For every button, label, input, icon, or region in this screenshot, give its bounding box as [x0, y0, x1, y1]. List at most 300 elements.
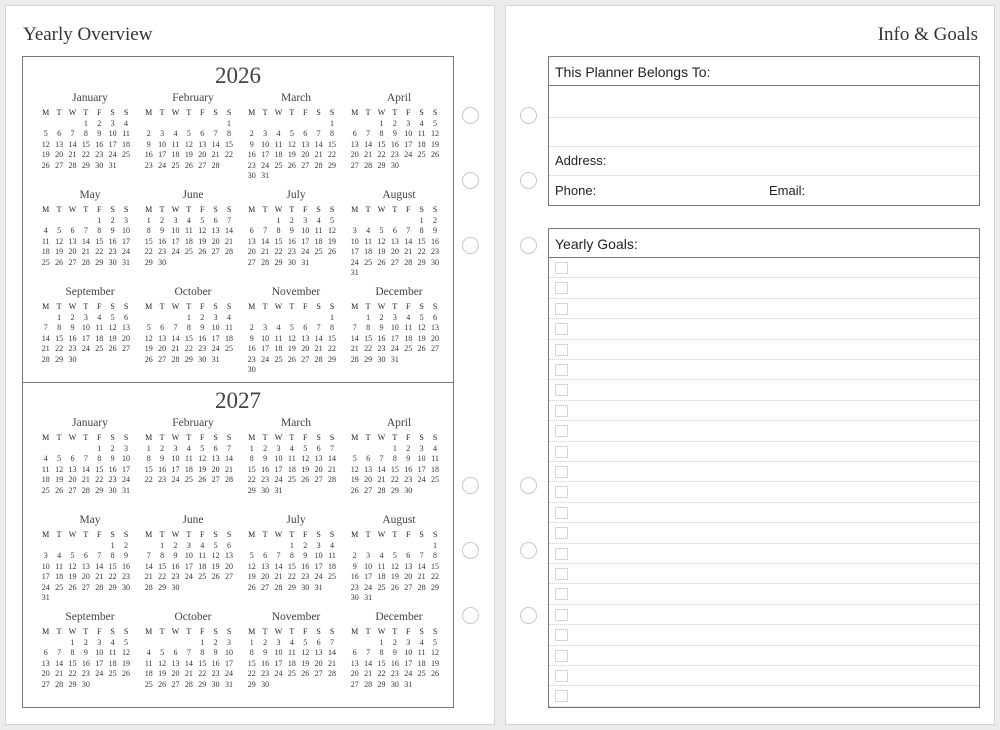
day-number: 1	[276, 215, 281, 225]
day-number: 29	[184, 354, 193, 364]
empty-day-cell	[415, 161, 428, 172]
weekday-header: W	[274, 205, 283, 214]
month-calendar	[245, 187, 347, 268]
day-number: 17	[211, 333, 220, 343]
goal-row[interactable]	[549, 482, 979, 502]
day-number: 26	[350, 485, 359, 495]
empty-day-cell	[79, 541, 92, 552]
day-number: 15	[225, 139, 234, 149]
day-number: 4	[419, 118, 424, 128]
goal-row[interactable]	[549, 380, 979, 400]
goal-row[interactable]	[549, 605, 979, 625]
phone-email-line[interactable]	[549, 175, 979, 176]
day-number: 24	[108, 150, 117, 159]
day-number: 23	[158, 247, 167, 256]
binder-hole-icon	[462, 607, 479, 624]
day-number: 28	[95, 582, 104, 592]
day-number: 23	[198, 344, 207, 353]
day-number: 5	[43, 129, 48, 138]
week-row	[142, 247, 244, 258]
day-number: 28	[171, 354, 180, 364]
checkbox-icon[interactable]	[555, 568, 568, 580]
day-number: 28	[328, 475, 337, 484]
day-number: 10	[350, 236, 359, 246]
weekday-header: S	[316, 108, 321, 117]
day-number: 17	[390, 333, 399, 343]
year-title: 2026	[215, 63, 261, 88]
day-number: 10	[41, 561, 50, 571]
binder-hole-icon	[462, 172, 479, 189]
empty-day-cell	[182, 583, 195, 594]
day-number: 15	[144, 464, 153, 474]
checkbox-icon[interactable]	[555, 609, 568, 621]
day-number: 25	[274, 354, 283, 364]
goal-row[interactable]	[549, 278, 979, 298]
goal-row[interactable]	[549, 360, 979, 380]
empty-day-cell	[66, 593, 79, 604]
day-number: 17	[404, 658, 413, 668]
empty-day-cell	[348, 216, 361, 227]
day-number: 9	[433, 226, 438, 235]
day-number: 5	[289, 129, 294, 138]
day-number: 22	[328, 150, 337, 159]
day-number: 18	[328, 561, 337, 571]
week-row	[39, 638, 141, 649]
empty-day-cell	[348, 541, 361, 552]
weekday-header-row	[245, 433, 347, 444]
day-number: 12	[247, 561, 256, 571]
day-number: 5	[249, 551, 254, 560]
day-number: 9	[263, 454, 268, 463]
day-number: 30	[350, 593, 359, 602]
checkbox-icon[interactable]	[555, 507, 568, 519]
checkbox-icon[interactable]	[555, 425, 568, 437]
weekday-header-row	[39, 302, 141, 313]
empty-day-cell	[39, 216, 52, 227]
week-row	[245, 355, 347, 366]
empty-day-cell	[182, 119, 195, 130]
day-number: 20	[198, 150, 207, 159]
empty-day-cell	[285, 486, 298, 497]
day-number: 17	[171, 236, 180, 246]
day-number: 11	[364, 236, 372, 246]
empty-day-cell	[79, 444, 92, 455]
goal-row[interactable]	[549, 646, 979, 666]
weekday-header: S	[432, 627, 438, 636]
day-number: 19	[287, 150, 296, 159]
day-number: 14	[328, 648, 337, 657]
checkbox-icon[interactable]	[555, 303, 568, 315]
weekday-header: W	[377, 302, 386, 311]
day-number: 25	[95, 344, 104, 353]
day-number: 21	[81, 475, 90, 484]
day-number: 4	[419, 637, 424, 647]
empty-day-cell	[361, 444, 374, 455]
week-row	[142, 475, 244, 486]
day-number: 16	[81, 658, 90, 668]
month-calendar	[348, 187, 450, 279]
week-row	[348, 268, 450, 279]
email-label: Email:	[769, 183, 806, 198]
day-number: 29	[377, 160, 386, 170]
empty-day-cell	[415, 268, 428, 279]
day-number: 22	[108, 572, 117, 581]
day-number: 11	[185, 226, 193, 235]
binder-hole-icon	[462, 477, 479, 494]
weekday-header-row	[245, 302, 347, 313]
checkbox-icon[interactable]	[555, 364, 568, 376]
day-number: 3	[263, 323, 268, 332]
left-planner-page	[5, 5, 495, 725]
weekday-header: T	[262, 108, 268, 117]
checkbox-icon[interactable]	[555, 690, 568, 702]
day-number: 10	[364, 561, 373, 571]
day-number: 1	[57, 312, 62, 322]
day-number: 13	[431, 323, 440, 332]
day-number: 26	[287, 160, 296, 170]
empty-day-cell	[66, 444, 79, 455]
day-number: 24	[158, 160, 167, 170]
weekday-header: S	[432, 205, 438, 214]
weekday-header: W	[171, 205, 180, 214]
day-number: 24	[314, 572, 323, 581]
day-number: 2	[406, 443, 411, 453]
day-number: 21	[41, 344, 50, 353]
day-number: 28	[364, 160, 373, 170]
day-number: 14	[274, 561, 283, 571]
checkbox-icon[interactable]	[555, 323, 568, 335]
day-number: 2	[110, 443, 115, 453]
day-number: 24	[350, 257, 359, 267]
checkbox-icon[interactable]	[555, 282, 568, 294]
day-number: 20	[247, 247, 256, 256]
week-row	[142, 444, 244, 455]
empty-day-cell	[52, 444, 65, 455]
day-number: 25	[287, 669, 296, 678]
day-number: 31	[314, 582, 323, 592]
week-row	[142, 323, 244, 334]
day-number: 26	[301, 475, 310, 484]
empty-day-cell	[312, 365, 325, 376]
day-number: 1	[419, 215, 424, 225]
month-name: August	[382, 514, 416, 526]
day-number: 23	[377, 344, 386, 353]
day-number: 9	[160, 454, 165, 463]
day-number: 18	[417, 139, 426, 149]
weekday-header: S	[316, 205, 321, 214]
day-number: 8	[276, 226, 281, 235]
goal-row[interactable]	[549, 442, 979, 462]
month-calendar	[348, 415, 450, 496]
weekday-header: F	[200, 627, 205, 636]
day-number: 19	[328, 236, 337, 246]
day-number: 17	[122, 464, 131, 474]
week-row	[142, 129, 244, 140]
week-row	[348, 313, 450, 324]
day-number: 1	[330, 118, 335, 128]
weekday-header: M	[351, 108, 359, 117]
day-number: 14	[68, 139, 77, 149]
day-number: 31	[404, 679, 413, 689]
weekday-header: F	[200, 205, 205, 214]
day-number: 18	[55, 572, 64, 581]
empty-day-cell	[93, 680, 106, 691]
weekday-header-row	[245, 627, 347, 638]
day-number: 11	[431, 454, 439, 463]
weekday-header: S	[226, 627, 232, 636]
checkbox-icon[interactable]	[555, 527, 568, 539]
weekday-header-row	[348, 108, 450, 119]
day-number: 17	[225, 658, 234, 668]
weekday-header: S	[226, 530, 232, 539]
weekday-header: W	[171, 108, 180, 117]
weekday-header: S	[419, 302, 424, 311]
day-number: 22	[158, 572, 167, 581]
week-row	[39, 659, 141, 670]
day-number: 27	[68, 485, 77, 495]
weekday-header: T	[159, 205, 165, 214]
week-row	[39, 129, 141, 140]
day-number: 10	[108, 129, 117, 138]
day-number: 18	[144, 669, 153, 678]
empty-day-cell	[375, 541, 388, 552]
goal-row[interactable]	[549, 462, 979, 482]
goal-row[interactable]	[549, 544, 979, 564]
day-number: 14	[81, 236, 90, 246]
day-number: 23	[81, 669, 90, 678]
weekday-header-row	[245, 530, 347, 541]
day-number: 4	[433, 443, 438, 453]
goal-row[interactable]	[549, 401, 979, 421]
day-number: 14	[144, 561, 153, 571]
week-row	[348, 648, 450, 659]
day-number: 19	[122, 658, 131, 668]
day-number: 1	[330, 312, 335, 322]
goal-row[interactable]	[549, 421, 979, 441]
empty-day-cell	[285, 171, 298, 182]
goal-row[interactable]	[549, 503, 979, 523]
week-row	[348, 593, 450, 604]
week-row	[348, 669, 450, 680]
weekday-header: F	[97, 627, 102, 636]
week-row	[348, 659, 450, 670]
goal-row[interactable]	[549, 258, 979, 278]
day-number: 18	[198, 561, 207, 571]
weekday-header-row	[39, 108, 141, 119]
day-number: 7	[227, 215, 232, 225]
day-number: 27	[158, 354, 167, 364]
weekday-header: S	[432, 302, 438, 311]
week-row	[245, 171, 347, 182]
day-number: 30	[390, 160, 399, 170]
day-number: 26	[108, 344, 117, 353]
day-number: 27	[314, 669, 323, 678]
month-name: October	[174, 611, 212, 623]
day-number: 20	[301, 344, 310, 353]
day-number: 21	[171, 344, 180, 353]
day-number: 10	[171, 226, 180, 235]
day-number: 6	[124, 312, 129, 322]
goal-row[interactable]	[549, 564, 979, 584]
day-number: 12	[198, 226, 207, 235]
week-row	[142, 355, 244, 366]
empty-day-cell	[52, 119, 65, 130]
weekday-header: T	[289, 302, 295, 311]
goal-row[interactable]	[549, 584, 979, 604]
day-number: 7	[57, 648, 62, 657]
weekday-header: T	[56, 627, 62, 636]
goal-row[interactable]	[549, 319, 979, 339]
week-row	[142, 226, 244, 237]
day-number: 12	[198, 454, 207, 463]
weekday-header: S	[123, 433, 129, 442]
day-number: 16	[404, 464, 413, 474]
checkbox-icon[interactable]	[555, 384, 568, 396]
empty-day-cell	[119, 355, 132, 366]
goal-row[interactable]	[549, 686, 979, 706]
checkbox-icon[interactable]	[555, 670, 568, 682]
day-number: 19	[158, 669, 167, 678]
day-number: 6	[200, 129, 205, 138]
day-number: 8	[97, 226, 102, 235]
month-name: November	[271, 286, 321, 298]
day-number: 7	[352, 323, 357, 332]
weekday-header: M	[42, 627, 50, 636]
day-number: 6	[70, 454, 75, 463]
empty-day-cell	[415, 593, 428, 604]
day-number: 16	[350, 572, 359, 581]
day-number: 19	[350, 475, 359, 484]
checkbox-icon[interactable]	[555, 650, 568, 662]
weekday-header: F	[303, 433, 308, 442]
checkbox-icon[interactable]	[555, 486, 568, 498]
day-number: 10	[404, 648, 413, 657]
day-number: 28	[81, 485, 90, 495]
day-number: 1	[70, 637, 75, 647]
day-number: 27	[211, 247, 220, 256]
day-number: 11	[314, 226, 323, 235]
day-number: 17	[158, 150, 167, 159]
weekday-header: T	[262, 302, 268, 311]
address-line[interactable]	[549, 146, 979, 147]
week-row	[245, 129, 347, 140]
goal-row[interactable]	[549, 523, 979, 543]
day-number: 1	[433, 540, 438, 550]
weekday-header: F	[200, 433, 205, 442]
checkbox-icon[interactable]	[555, 262, 568, 274]
checkbox-icon[interactable]	[555, 405, 568, 417]
empty-day-cell	[245, 541, 258, 552]
year-block-2026	[23, 57, 453, 383]
day-number: 10	[390, 323, 399, 332]
checkbox-icon[interactable]	[555, 466, 568, 478]
day-number: 30	[108, 485, 117, 495]
weekday-header: W	[68, 627, 77, 636]
day-number: 15	[377, 139, 386, 149]
empty-day-cell	[222, 583, 235, 594]
week-row	[245, 475, 347, 486]
weekday-header: M	[351, 433, 359, 442]
day-number: 3	[227, 637, 232, 647]
day-number: 10	[274, 454, 283, 463]
day-number: 23	[211, 669, 220, 678]
weekday-header: M	[248, 627, 256, 636]
checkbox-icon[interactable]	[555, 344, 568, 356]
day-number: 15	[247, 658, 256, 668]
day-number: 4	[146, 648, 151, 657]
day-number: 5	[303, 443, 308, 453]
day-number: 27	[350, 160, 359, 170]
day-number: 29	[158, 582, 167, 592]
weekday-header: S	[226, 433, 232, 442]
weekday-header: T	[83, 627, 89, 636]
weekday-header: S	[213, 108, 218, 117]
empty-day-cell	[79, 355, 92, 366]
month-calendar	[39, 609, 141, 690]
week-row	[348, 216, 450, 227]
day-number: 7	[330, 637, 335, 647]
week-row	[245, 216, 347, 227]
day-number: 28	[184, 679, 193, 689]
day-number: 20	[350, 150, 359, 159]
empty-day-cell	[222, 355, 235, 366]
day-number: 3	[97, 637, 102, 647]
weekday-header: S	[213, 530, 218, 539]
day-number: 19	[377, 247, 386, 256]
checkbox-icon[interactable]	[555, 548, 568, 560]
day-number: 7	[97, 551, 102, 560]
empty-day-cell	[299, 486, 312, 497]
day-number: 8	[392, 454, 397, 463]
name-line[interactable]	[549, 117, 979, 118]
day-number: 15	[144, 236, 153, 246]
goal-row[interactable]	[549, 299, 979, 319]
goal-row[interactable]	[549, 666, 979, 686]
day-number: 14	[328, 454, 337, 463]
week-row	[245, 334, 347, 345]
week-row	[348, 444, 450, 455]
weekday-header: S	[329, 530, 335, 539]
day-number: 10	[261, 139, 270, 149]
day-number: 6	[213, 443, 218, 453]
week-row	[39, 323, 141, 334]
checkbox-icon[interactable]	[555, 446, 568, 458]
yearly-calendar-box	[22, 56, 454, 708]
day-number: 7	[366, 648, 371, 657]
day-number: 2	[110, 215, 115, 225]
day-number: 6	[406, 551, 411, 560]
day-number: 16	[144, 150, 153, 159]
day-number: 28	[225, 247, 234, 256]
goal-row[interactable]	[549, 625, 979, 645]
empty-day-cell	[325, 171, 338, 182]
goal-row[interactable]	[549, 340, 979, 360]
day-number: 4	[276, 323, 281, 332]
day-number: 15	[390, 464, 399, 474]
empty-day-cell	[52, 638, 65, 649]
week-row	[348, 237, 450, 248]
month-calendar	[142, 284, 244, 365]
day-number: 26	[247, 582, 256, 592]
week-row	[39, 258, 141, 269]
week-row	[142, 344, 244, 355]
day-number: 4	[227, 312, 232, 322]
weekday-header: W	[274, 530, 283, 539]
day-number: 2	[249, 129, 254, 138]
weekday-header-row	[348, 433, 450, 444]
checkbox-icon[interactable]	[555, 629, 568, 641]
checkbox-icon[interactable]	[555, 588, 568, 600]
